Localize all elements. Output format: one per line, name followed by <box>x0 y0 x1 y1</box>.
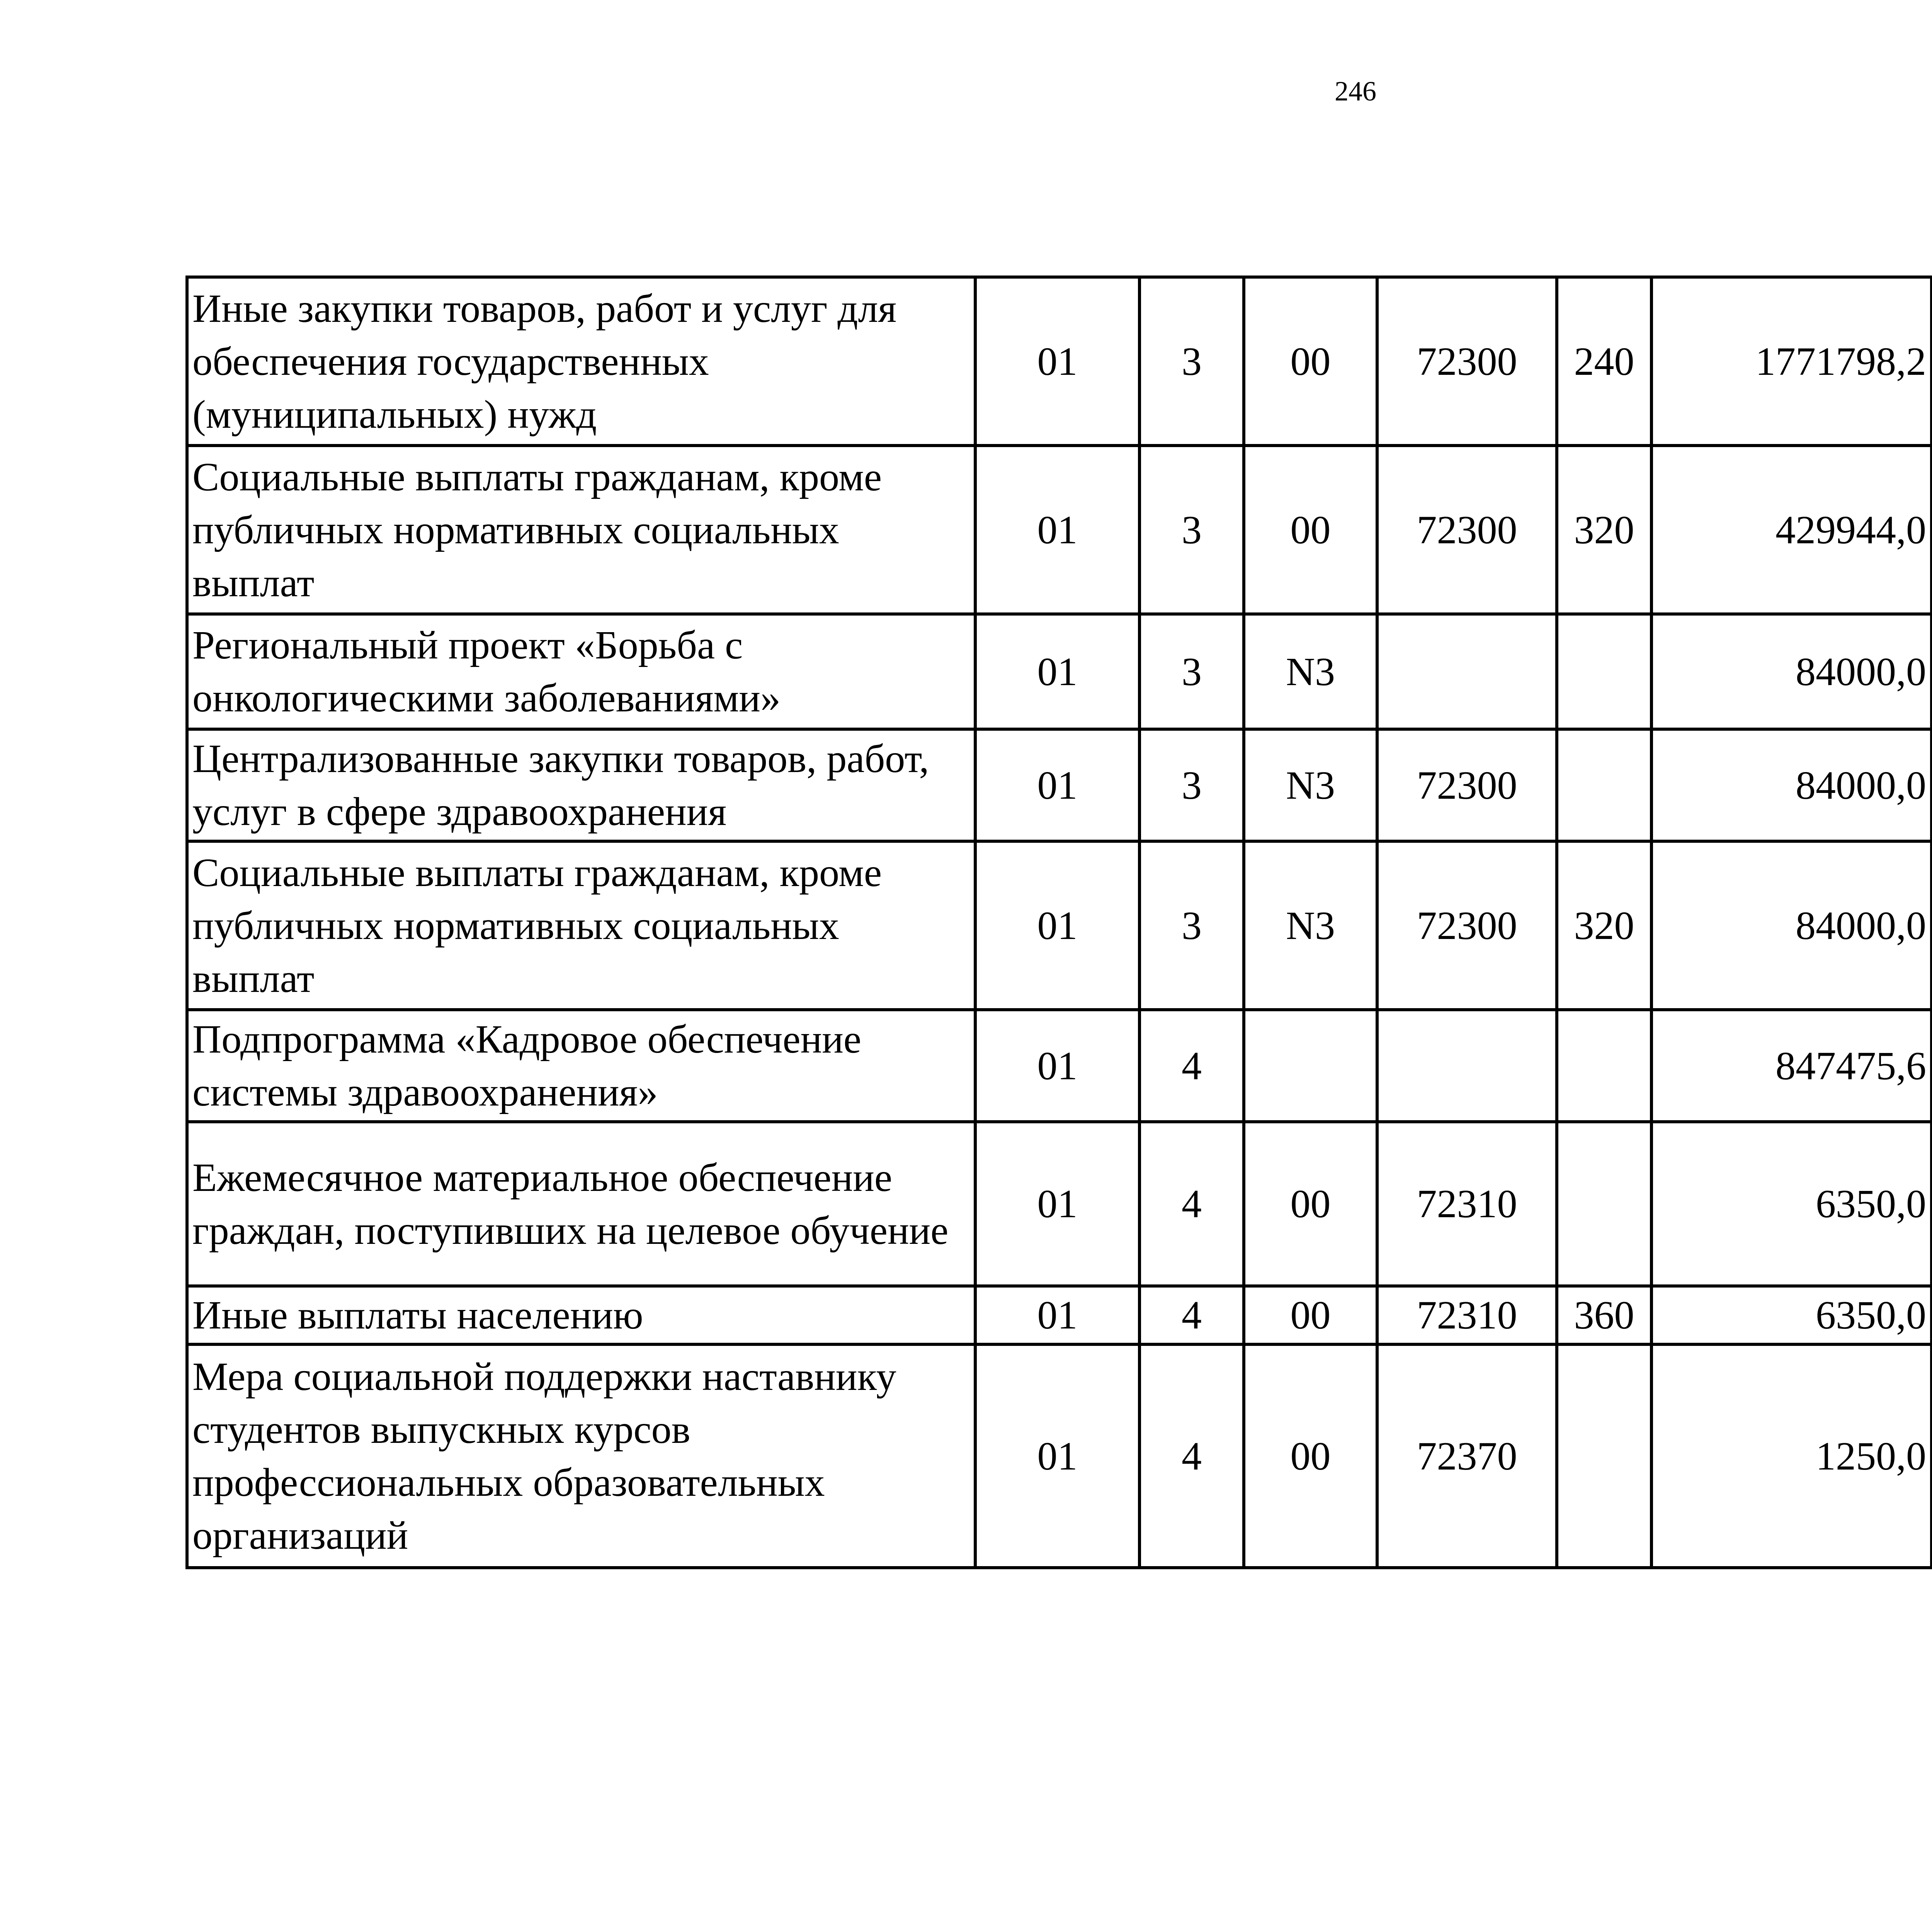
expense-type-cell: 320 <box>1557 446 1651 614</box>
expense-code-cell: 72370 <box>1377 1344 1557 1568</box>
row-name-cell: Мера социальной поддержки наставнику студентов выпускных курсов профессиональных образовательных организаций <box>187 1344 975 1568</box>
subprogram-code-cell: 3 <box>1139 446 1244 614</box>
expense-type-cell <box>1557 729 1651 841</box>
direction-code-cell: 00 <box>1244 277 1377 446</box>
direction-code-cell: N3 <box>1244 614 1377 729</box>
row-name-cell: Централизованные закупки товаров, работ, услуг в сфере здравоохранения <box>187 729 975 841</box>
expense-code-cell <box>1377 614 1557 729</box>
subprogram-code-cell: 4 <box>1139 1344 1244 1568</box>
program-code-cell: 01 <box>975 1286 1139 1344</box>
row-name-cell: Иные выплаты населению <box>187 1286 975 1344</box>
direction-code-cell: N3 <box>1244 841 1377 1010</box>
sum-year-1-cell: 429944,0 <box>1651 446 1932 614</box>
expense-code-cell: 72310 <box>1377 1122 1557 1286</box>
program-code-cell: 01 <box>975 277 1139 446</box>
program-code-cell: 01 <box>975 1122 1139 1286</box>
table-row <box>187 446 1932 614</box>
table-row <box>187 1286 1932 1344</box>
sum-year-1-cell: 6350,0 <box>1651 1286 1932 1344</box>
program-code-cell: 01 <box>975 1344 1139 1568</box>
budget-table <box>185 276 1932 1569</box>
row-name-cell: Социальные выплаты гражданам, кроме публичных нормативных социальных выплат <box>187 841 975 1010</box>
row-name-cell: Ежемесячное материальное обеспечение граждан, поступивших на целевое обучение <box>187 1122 975 1286</box>
sum-year-1-cell: 1771798,2 <box>1651 277 1932 446</box>
expense-code-cell: 72300 <box>1377 729 1557 841</box>
row-name-cell: Социальные выплаты гражданам, кроме публичных нормативных социальных выплат <box>187 446 975 614</box>
direction-code-cell: 00 <box>1244 1286 1377 1344</box>
table-row <box>187 841 1932 1010</box>
table-row <box>187 729 1932 841</box>
direction-code-cell: 00 <box>1244 446 1377 614</box>
sum-year-1-cell: 84000,0 <box>1651 729 1932 841</box>
direction-code-cell <box>1244 1010 1377 1122</box>
row-name-cell: Иные закупки товаров, работ и услуг для обеспечения государственных (муниципальных) нужд <box>187 277 975 446</box>
sum-year-1-cell: 1250,0 <box>1651 1344 1932 1568</box>
expense-type-cell <box>1557 1122 1651 1286</box>
table-row <box>187 1344 1932 1568</box>
subprogram-code-cell: 3 <box>1139 729 1244 841</box>
program-code-cell: 01 <box>975 729 1139 841</box>
expense-code-cell <box>1377 1010 1557 1122</box>
direction-code-cell: N3 <box>1244 729 1377 841</box>
expense-type-cell: 240 <box>1557 277 1651 446</box>
expense-code-cell: 72300 <box>1377 446 1557 614</box>
expense-type-cell <box>1557 614 1651 729</box>
table-row <box>187 277 1932 446</box>
program-code-cell: 01 <box>975 841 1139 1010</box>
direction-code-cell: 00 <box>1244 1344 1377 1568</box>
table-row <box>187 1010 1932 1122</box>
subprogram-code-cell: 4 <box>1139 1122 1244 1286</box>
page-number: 246 <box>1335 76 1376 107</box>
subprogram-code-cell: 3 <box>1139 841 1244 1010</box>
expense-type-cell: 320 <box>1557 841 1651 1010</box>
sum-year-1-cell: 84000,0 <box>1651 614 1932 729</box>
program-code-cell: 01 <box>975 614 1139 729</box>
subprogram-code-cell: 4 <box>1139 1010 1244 1122</box>
expense-type-cell <box>1557 1344 1651 1568</box>
table-row <box>187 1122 1932 1286</box>
direction-code-cell: 00 <box>1244 1122 1377 1286</box>
sum-year-1-cell: 6350,0 <box>1651 1122 1932 1286</box>
subprogram-code-cell: 4 <box>1139 1286 1244 1344</box>
expense-code-cell: 72300 <box>1377 277 1557 446</box>
row-name-cell: Подпрограмма «Кадровое обеспечение системы здравоохранения» <box>187 1010 975 1122</box>
expense-code-cell: 72300 <box>1377 841 1557 1010</box>
expense-type-cell <box>1557 1010 1651 1122</box>
expense-type-cell: 360 <box>1557 1286 1651 1344</box>
expense-code-cell: 72310 <box>1377 1286 1557 1344</box>
program-code-cell: 01 <box>975 1010 1139 1122</box>
sum-year-1-cell: 847475,6 <box>1651 1010 1932 1122</box>
subprogram-code-cell: 3 <box>1139 277 1244 446</box>
table-row <box>187 614 1932 729</box>
sum-year-1-cell: 84000,0 <box>1651 841 1932 1010</box>
program-code-cell: 01 <box>975 446 1139 614</box>
subprogram-code-cell: 3 <box>1139 614 1244 729</box>
row-name-cell: Региональный проект «Борьба с онкологическими заболеваниями» <box>187 614 975 729</box>
